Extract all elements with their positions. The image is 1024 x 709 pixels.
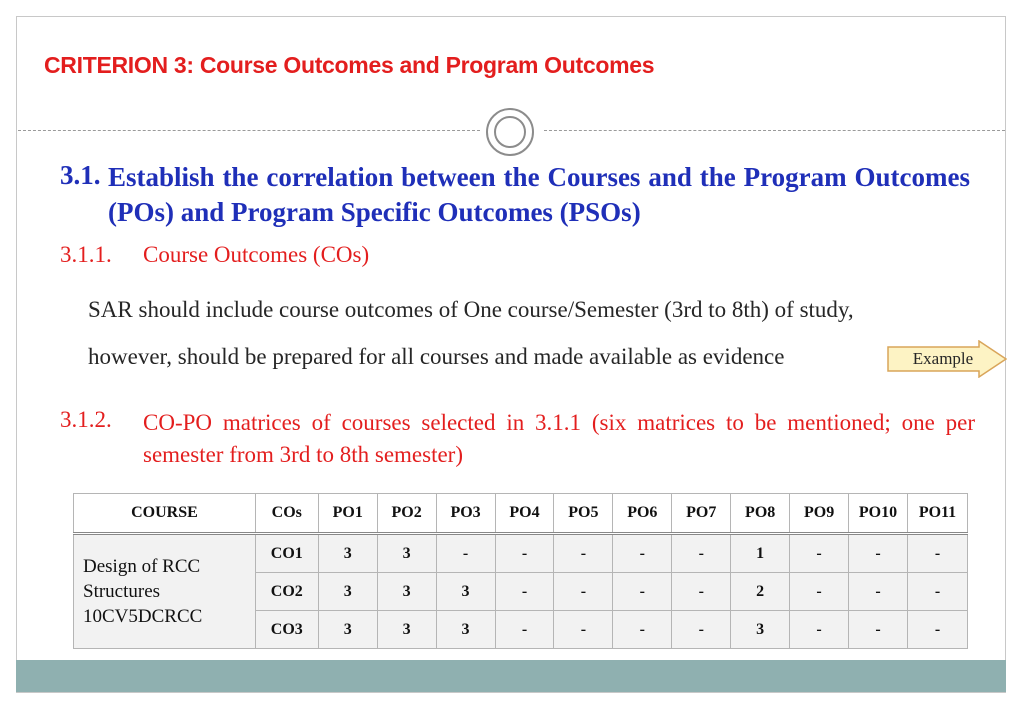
table-cell: - (495, 534, 554, 573)
co-po-matrix-table (73, 493, 968, 649)
paragraph-line-2: however, should be prepared for all courses and made available as evidence (88, 344, 785, 369)
ring-ornament-icon (486, 108, 534, 156)
table-cell: - (849, 534, 908, 573)
table-cell: - (495, 611, 554, 649)
table-cell: - (790, 573, 849, 611)
table-cell: CO1 (255, 534, 318, 573)
table-cell: - (790, 534, 849, 573)
course-name-line: Structures (83, 581, 161, 602)
header-po2: PO2 (377, 494, 436, 534)
table-cell: - (907, 573, 967, 611)
header-po10: PO10 (849, 494, 908, 534)
table-cell: 3 (436, 611, 495, 649)
section-3-1-2-heading: CO-PO matrices of courses selected in 3.1.1 (six matrices to be mentioned; one per semester from 3rd to 8th semester) (143, 410, 975, 467)
course-code: 10CV5DCRCC (83, 606, 203, 627)
header-po11: PO11 (907, 494, 967, 534)
header-po5: PO5 (554, 494, 613, 534)
header-po6: PO6 (613, 494, 672, 534)
table-header-row (74, 494, 968, 534)
table-cell: 3 (731, 611, 790, 649)
header-po4: PO4 (495, 494, 554, 534)
table-cell: - (907, 534, 967, 573)
example-button[interactable] (887, 340, 1007, 378)
table-cell: - (907, 611, 967, 649)
table-cell: 3 (377, 611, 436, 649)
table-cell: - (554, 534, 613, 573)
divider-right (544, 130, 1005, 131)
section-3-1-1-heading: Course Outcomes (COs) (143, 242, 370, 267)
table-cell: CO2 (255, 573, 318, 611)
ring-inner (494, 116, 526, 148)
section-3-1-2-number: 3.1.2. (60, 407, 112, 432)
table-cell: - (436, 534, 495, 573)
table-cell: - (849, 611, 908, 649)
header-po3: PO3 (436, 494, 495, 534)
example-button-label: Example (912, 349, 974, 368)
table-cell: - (849, 573, 908, 611)
header-course: COURSE (74, 494, 256, 534)
table-cell: 3 (318, 611, 377, 649)
paragraph-line-1: SAR should include course outcomes of One course/Semester (3rd to 8th) of study, (88, 297, 854, 322)
table-cell: CO3 (255, 611, 318, 649)
table-cell: - (613, 611, 672, 649)
footer-band (16, 660, 1006, 692)
table-cell: - (672, 611, 731, 649)
section-3-1-number: 3.1. (60, 160, 101, 190)
table-cell: 2 (731, 573, 790, 611)
table-cell: - (672, 573, 731, 611)
section-3-1-heading: Establish the correlation between the Courses and the Program Outcomes (POs) and Program Specific Outcomes (PSOs) (108, 162, 970, 227)
table-cell: - (613, 573, 672, 611)
table-cell: - (790, 611, 849, 649)
table-cell: 3 (377, 534, 436, 573)
course-name-line: Design of RCC (83, 556, 201, 577)
table-cell: - (554, 611, 613, 649)
header-po7: PO7 (672, 494, 731, 534)
divider-left (18, 130, 480, 131)
table-cell: - (613, 534, 672, 573)
header-cos: COs (255, 494, 318, 534)
table-row (74, 534, 968, 573)
table-cell: 3 (318, 573, 377, 611)
slide-title: CRITERION 3: Course Outcomes and Program Outcomes (44, 52, 655, 78)
header-po1: PO1 (318, 494, 377, 534)
table-cell: - (554, 573, 613, 611)
header-po8: PO8 (731, 494, 790, 534)
table-cell: - (672, 534, 731, 573)
table-cell: 3 (377, 573, 436, 611)
header-po9: PO9 (790, 494, 849, 534)
table-cell: 3 (436, 573, 495, 611)
table-cell: 3 (318, 534, 377, 573)
section-3-1-1-number: 3.1.1. (60, 242, 112, 267)
table-cell: 1 (731, 534, 790, 573)
table-cell: - (495, 573, 554, 611)
course-cell (74, 534, 256, 649)
